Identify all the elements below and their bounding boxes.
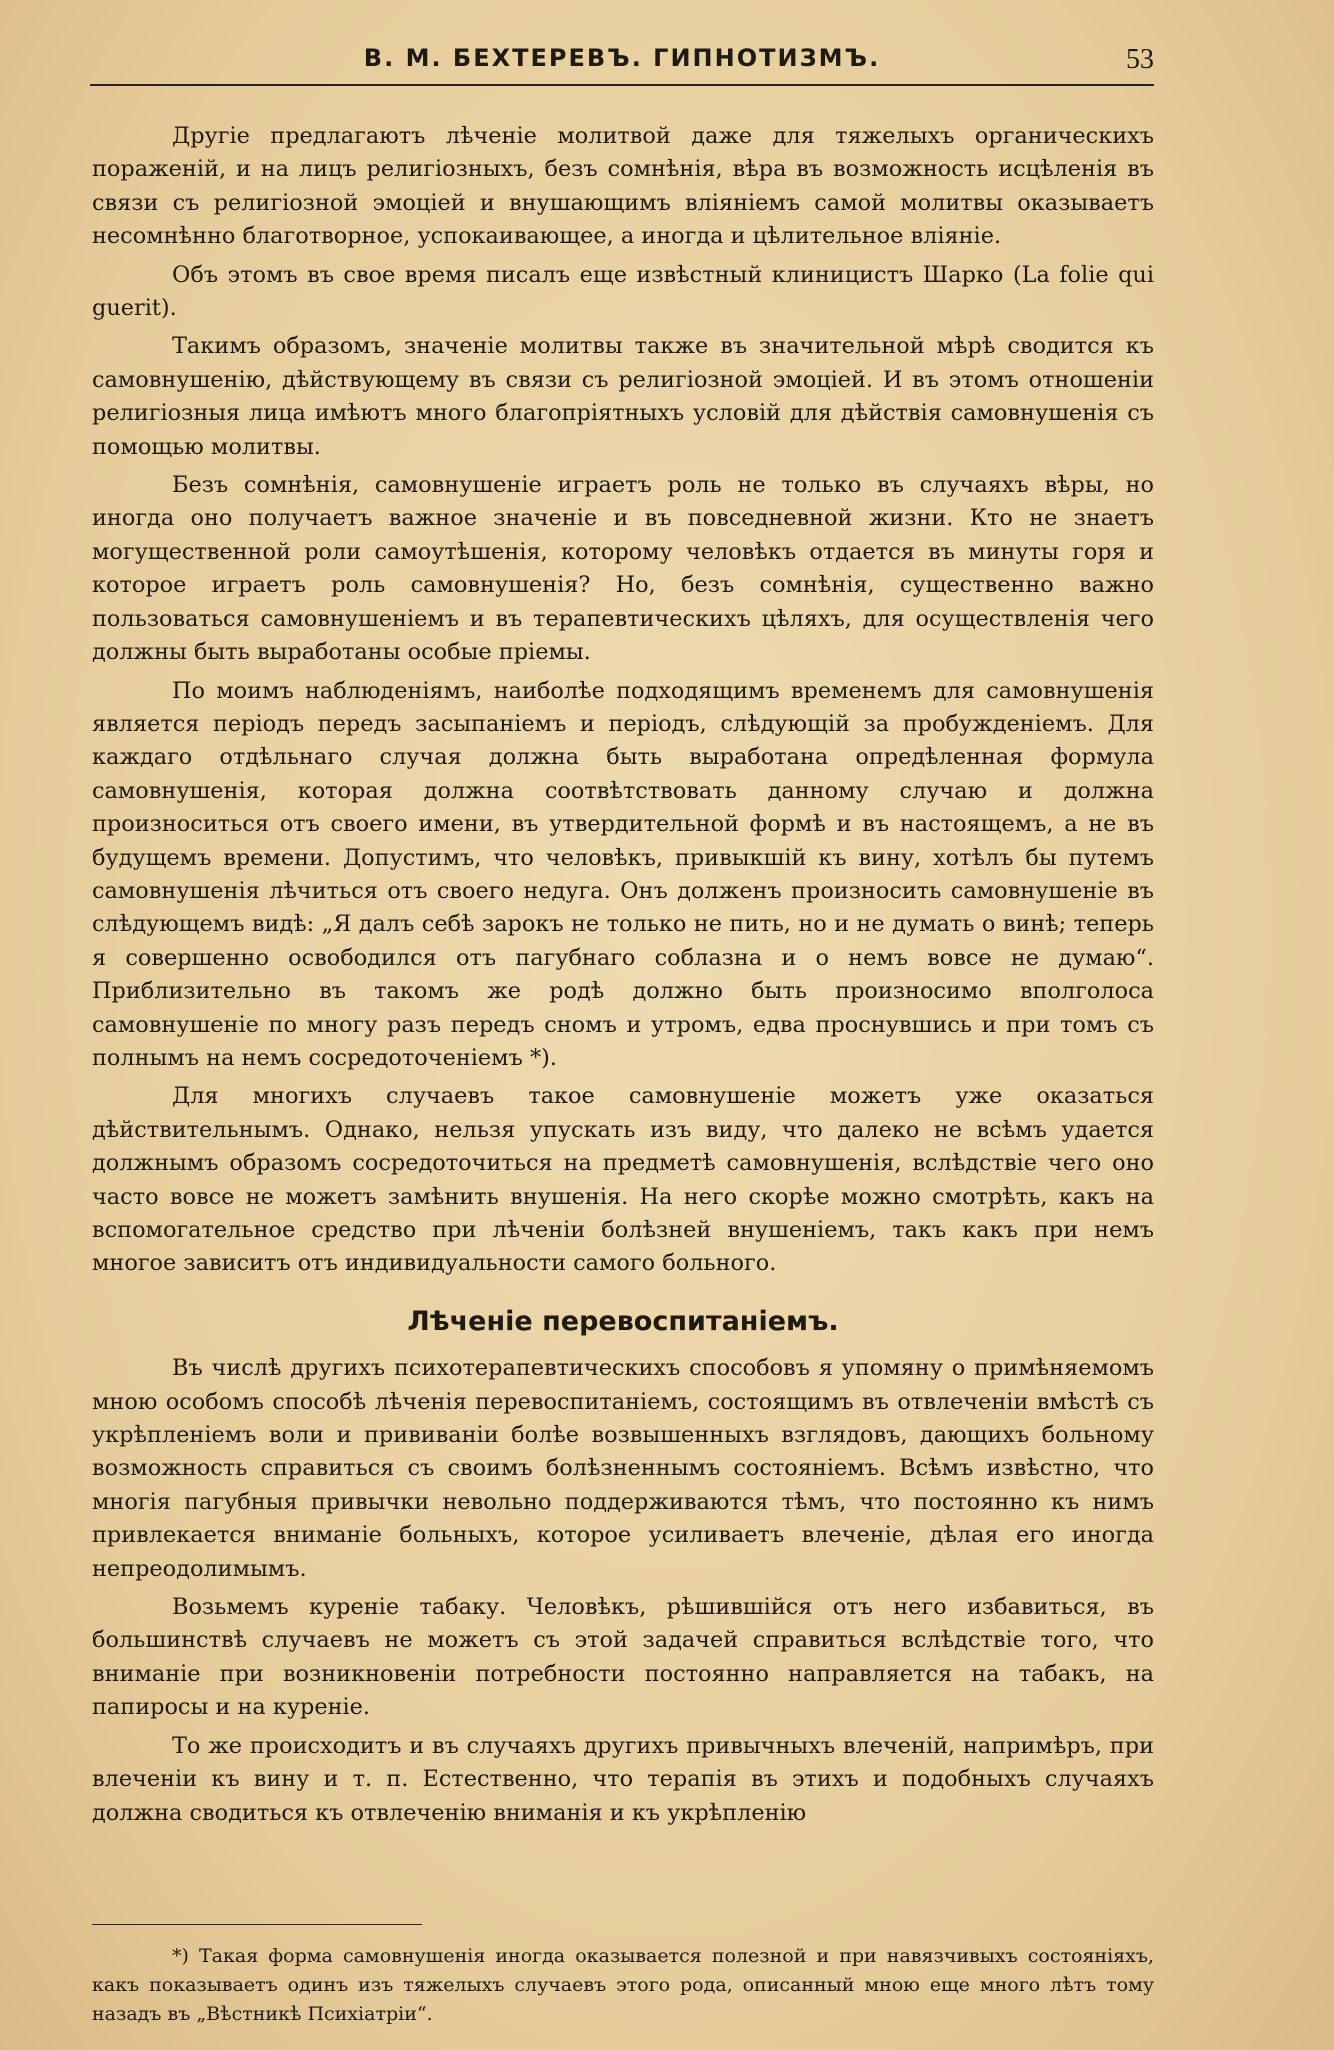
page-header: [90, 44, 1154, 82]
paragraph: Другіе предлагаютъ лѣченіе молитвой даже для тяжелыхъ органическихъ пораженій, и на лицъ религіозныхъ, безъ сомнѣнія, вѣра въ возможность исцѣленія въ связи съ религіозной эмоціей и внушающимъ вліяніемъ самой молитвы оказываетъ несомнѣнно благотворное, успокаивающее, а иногда и цѣлительное вліяніе.: [92, 123, 1154, 250]
paragraph: То же происходитъ и въ случаяхъ другихъ привычныхъ влеченій, напримѣръ, при влеченіи къ вину и т. п. Естественно, что терапія въ этихъ и подобныхъ случаяхъ должна сводиться къ отвлеченію вниманія и къ укрѣпленію: [92, 1732, 1154, 1826]
footnote-rule: [92, 1924, 422, 1925]
paragraph: Объ этомъ въ свое время писалъ еще извѣстный клиницистъ Шарко (La folie qui guerit).: [92, 261, 1154, 322]
paragraph: Такимъ образомъ, значеніе молитвы также въ значительной мѣрѣ сводится къ самовнушенію, дѣйствующему въ связи съ религіозной эмоціей. И въ этомъ отношеніи религіозныя лица имѣютъ много благопріятныхъ условій для дѣйствія самовнушенія съ помощью молитвы.: [92, 333, 1154, 460]
paragraph: По моимъ наблюденіямъ, наиболѣе подходящимъ временемъ для самовнушенія является періодъ передъ засыпаніемъ и періодъ, слѣдующій за пробужденіемъ. Для каждаго отдѣльнаго случая должна быть выработана опредѣленная формула самовнушенія, которая должна соотвѣтствовать данному случаю и должна произноситься отъ своего имени, въ утвердительной формѣ и въ настоящемъ, а не въ будущемъ времени. Допустимъ, что человѣкъ, привыкшій къ вину, хотѣлъ бы путемъ самовнушенія лѣчиться отъ своего недуга. Онъ долженъ произносить самовнушеніе въ слѣдующемъ видѣ: „Я далъ себѣ зарокъ не только не пить, но и не думать о винѣ; теперь я совершенно освободился отъ пагубнаго соблазна и о немъ вовсе не думаю“. Приблизительно въ такомъ же родѣ должно быть произносимо вполголоса самовнушеніе по многу разъ передъ сномъ и утромъ, едва проснувшись и при томъ съ полнымъ на немъ сосредоточеніемъ *).: [92, 677, 1154, 1071]
page-number: 53: [1126, 44, 1154, 75]
paragraph: Безъ сомнѣнія, самовнушеніе играетъ роль не только въ случаяхъ вѣры, но иногда оно получаетъ важное значеніе и въ повседневной жизни. Кто не знаетъ могущественной роли самоутѣшенія, которому человѣкъ отдается въ минуты горя и которое играетъ роль самовнушенія? Но, безъ сомнѣнія, существенно важно пользоваться самовнушеніемъ и въ терапевтическихъ цѣляхъ, для осуществленія чего должны быть выработаны особые пріемы.: [92, 472, 1154, 666]
paragraph: Для многихъ случаевъ такое самовнушеніе можетъ уже оказаться дѣйствительнымъ. Однако, нельзя упускать изъ виду, что далеко не всѣмъ удается должнымъ образомъ сосредоточиться на предметѣ самовнушенія, вслѣдствіе чего оно часто вовсе не можетъ замѣнить внушенія. На него скорѣе можно смотрѣть, какъ на вспомогательное средство при лѣченіи болѣзней внушеніемъ, такъ какъ при немъ многое зависитъ отъ индивидуальности самого больного.: [92, 1083, 1154, 1277]
paragraph: Возьмемъ куреніе табаку. Человѣкъ, рѣшившійся отъ него избавиться, въ большинствѣ случаевъ не можетъ съ этой задачей справиться вслѣдствіе того, что вниманіе при возникновеніи потребности постоянно направляется на табакъ, на папиросы и на куреніе.: [92, 1594, 1154, 1721]
running-title: В. М. БЕХТЕРЕВЪ. ГИПНОТИЗМЪ.: [363, 44, 881, 72]
section-heading: Лѣченіе перевоспитаніемъ.: [407, 1305, 839, 1337]
body-text: [92, 120, 1154, 1835]
paragraph: Въ числѣ другихъ психотерапевтическихъ способовъ я упомяну о примѣняемомъ мною особомъ способѣ лѣченія перевоспитаніемъ, состоящимъ въ отвлеченіи вмѣстѣ съ укрѣпленіемъ воли и прививаніи болѣе возвышенныхъ взглядовъ, дающихъ больному возможность справиться съ своимъ болѣзненнымъ состояніемъ. Всѣмъ извѣстно, что многія пагубныя привычки невольно поддерживаются тѣмъ, что постоянно къ нимъ привлекается вниманіе больныхъ, которое усиливаетъ влеченіе, дѣлая его иногда непреодолимымъ.: [92, 1355, 1154, 1582]
footnote: *) Такая форма самовнушенія иногда оказывается полезной и при навязчивыхъ состояніяхъ, какъ показываетъ одинъ изъ тяжелыхъ случаевъ этого рода, описанный мною еще много лѣтъ тому назадъ въ „Вѣстникѣ Психіатріи“.: [92, 1945, 1154, 2025]
header-rule: [90, 84, 1154, 86]
